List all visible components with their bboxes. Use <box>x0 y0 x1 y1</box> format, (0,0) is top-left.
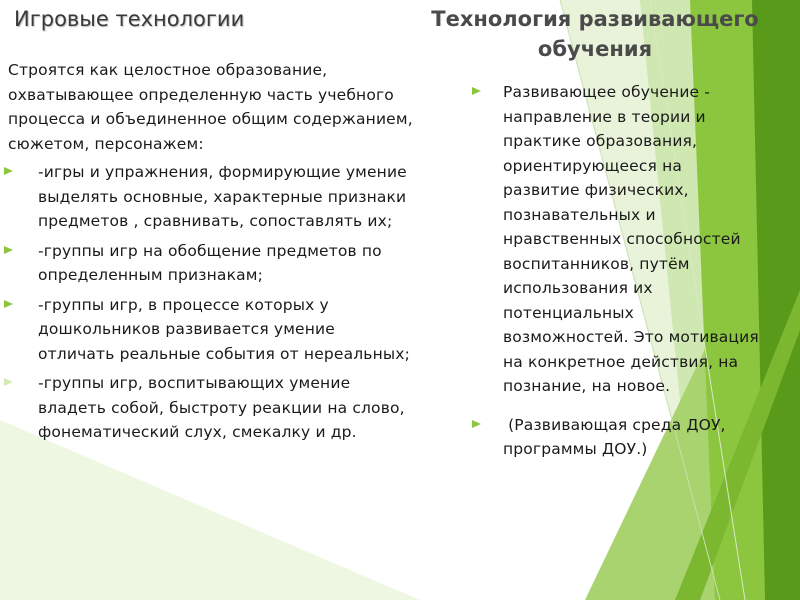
right-column-body <box>470 80 770 476</box>
triangle-bullet-icon <box>4 246 13 254</box>
left-column-body <box>0 58 420 450</box>
left-list-item-text: -группы игр на обобщение предметов по определенным признакам; <box>38 241 382 284</box>
left-list-item <box>0 371 410 445</box>
left-bullet-list <box>0 160 420 445</box>
triangle-bullet-icon <box>4 167 13 175</box>
right-list-item-text: (Развивающая среда ДОУ, программы ДОУ.) <box>503 415 731 458</box>
triangle-bullet-icon <box>472 420 481 428</box>
right-list-item <box>470 413 761 462</box>
left-column-title: Игровые технологии <box>14 7 245 31</box>
right-column-title: Технология развивающего обучения <box>431 7 759 61</box>
left-list-item-text: -группы игр, в процессе которых у дошкольников развивается умение отличать реальные события от нереальных; <box>38 295 410 363</box>
left-list-item-text: -группы игр, воспитывающих умение владеть собой, быстроту реакции на слово, фонематический слух, смекалку и др. <box>38 374 405 441</box>
left-list-item <box>0 160 410 234</box>
right-bullet-list <box>470 80 770 462</box>
left-list-item <box>0 293 410 367</box>
left-list-item-text: -игры и упражнения, формирующие умение выделять основные, характерные признаки предметов , сравнивать, сопоставлять их; <box>38 163 407 230</box>
right-list-item <box>470 80 761 399</box>
right-list-item-text: Развивающее обучение - направление в теории и практике образования, ориентирующееся на развитие физических, познавательных и нравственных способностей воспитанников, путём использования их потенциальных возможностей. Это мотивация на конкретное действия, на познание, на новое. <box>503 83 759 395</box>
left-intro-paragraph: Строятся как целостное образование, охватывающее определенную часть учебного процесса и объединенное общим содержанием, сюжетом, персонажем: <box>8 61 413 153</box>
left-list-item <box>0 239 410 288</box>
triangle-bullet-icon <box>4 300 13 308</box>
triangle-bullet-icon <box>472 87 481 95</box>
triangle-bullet-icon <box>4 378 13 386</box>
